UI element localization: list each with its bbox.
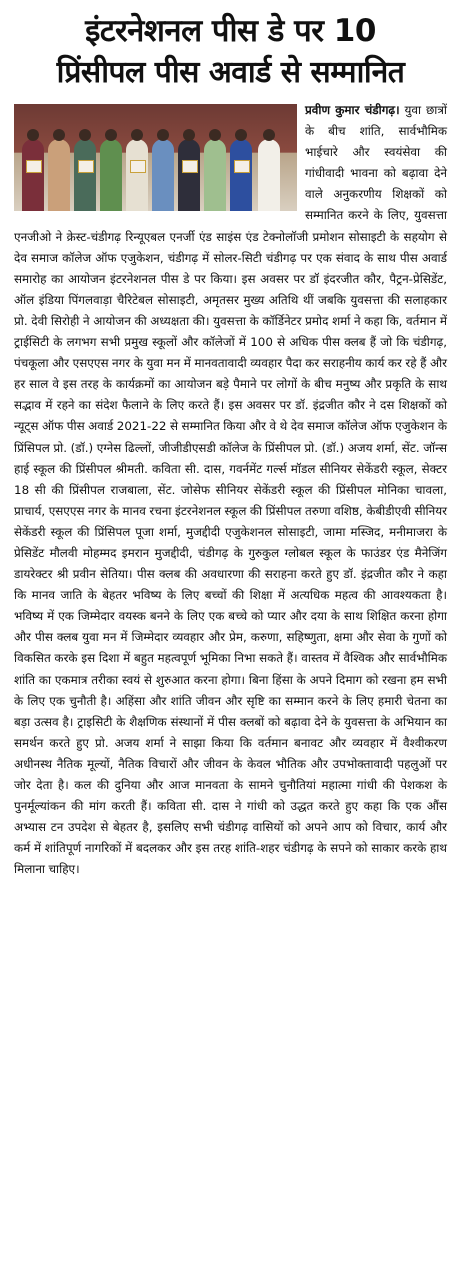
article-body	[14, 100, 447, 880]
byline: प्रवीण कुमार चंडीगढ़।	[305, 103, 400, 117]
headline	[14, 10, 447, 94]
event-photo	[14, 104, 297, 211]
headline-line-2: प्रिंसीपल पीस अवार्ड से सम्मानित	[56, 55, 405, 90]
article-text: युवा छात्रों के बीच शांति, सार्वभौमिक भाईचारे और स्वयंसेवा की गांधीवादी भावना को बढ़ावा देने वाले अनुकरणीय शिक्षकों को सम्मानित करने के लिए, युवसत्ता एनजीओ ने क्रेस्ट-चंडीगढ़ रिन्यूएबल एनर्जी एंड साइंस एंड टेक्नोलॉजी प्रमोशन सोसाइटी के सहयोग से देव समाज कॉलेज ऑफ एजुकेशन, चंडीगढ़ में सोलर-सिटी चंडीगढ़ पर एक संवाद के साथ पीस अवार्ड समारोह का आयोजन इंटरनेशनल पीस डे पर किया। इस अवसर पर डॉ इंदरजीत कौर, पैट्रन-प्रेसिडेंट, ऑल इंडिया पिंगलवाड़ा चैरिटेबल सोसाइटी, अमृतसर मुख्य अतिथि थीं जबकि युवसत्ता की सलाहकार प्रो. देवी सिरोही ने आयोजन की अध्यक्षता की। युवसत्ता के कॉर्डिनेटर प्रमोद शर्मा ने कहा कि, वर्तमान में ट्राईसिटी के लगभग सभी प्रमुख स्कूलों और कॉलेजों में 100 से अधिक पीस क्लब हैं जो कि चंडीगढ़, पंचकूला और एसएएस नगर के युवा मन में मानवतावादी व्यवहार पैदा कर सराहनीय कार्य कर रहे हैं और हर साल वे इस तरह के कार्यक्रमों का आयोजन बड़े पैमाने पर लोगों के बीच मनुष्य और प्रकृति के साथ सद्भाव में रहने का संदेश फैलाने के लिए करते हैं। इस अवसर पर डॉ. इंद्रजीत कौर ने दस शिक्षकों को न्यूट्स ऑफ पीस अवार्ड 2021-22 से सम्मानित किया और वे थे देव समाज कॉलेज ऑफ एजुकेशन के प्रिंसिपल प्रो. (डॉ.) एग्नेस ढिल्लों, जीजीडीएसडी कॉलेज के प्रिंसीपल प्रो. (डॉ.) अजय शर्मा, सेंट. जॉन्स हाई स्कूल की प्रिंसीपल श्रीमती. कविता सी. दास, गवर्नमेंट गर्ल्स मॉडल सीनियर सेकेंडरी स्कूल, सेक्टर 18 सी की प्रिंसीपल राजबाला, सेंट. जोसेफ सीनियर सेकेंडरी स्कूल की प्रिंसीपल मोनिका चावला, प्राचार्य, एसएएस नगर के मानव रचना इंटरनेशनल स्कूल की प्रिंसीपल तरुणा वशिष्ठ, केबीडीएवी सीनियर सेकेंडरी स्कूल की प्रिंसिपल पूजा शर्मा, मुजद्दीदी एजुकेशनल सोसाइटी, जामा मस्जिद, मनीमाजरा के प्रेसिडेंट मौलवी मोहम्मद इमरान मुजद्दीदी, चंडीगढ़ के गुरुकुल ग्लोबल स्कूल के फाउंडर एंड मैनेजिंग डायरेक्टर श्री प्रवीन सेतिया। पीस क्लब की अवधारणा की सराहना करते हुए डॉ. इंद्रजीत कौर ने कहा कि मानव जाति के बेहतर भविष्य के लिए बच्चों की शिक्षा में अत्यधिक महत्व की आवश्यकता है। भविष्य में एक जिम्मेदार वयस्क बनने के लिए एक बच्चे को प्यार और दया के साथ शिक्षित करना होगा और पीस क्लब युवा मन में जिम्मेदार व्यवहार और प्रेम, करुणा, सहिष्णुता, क्षमा और सेवा के गुणों को विकसित करके इस दिशा में बहुत महत्वपूर्ण भूमिका निभा सकते हैं। वास्तव में वैश्विक और सार्वभौमिक शांति का एकमात्र तरीका स्वयं से शुरुआत करना होगा। बिना हिंसा के अपने दिमाग को रखना हम सभी के लिए एक चुनौती है। अहिंसा और शांति जीवन और सृष्टि का सम्मान करने के लिए हमारी चेतना का बड़ा उत्सव है। ट्राइसिटी के शैक्षणिक संस्थानों में पीस क्लबों को बढ़ावा देने के युवसत्ता के अभियान का समर्थन करते हुए प्रो. अजय शर्मा ने साझा किया कि वर्तमान बनावट और व्यवहार में वैश्वीकरण अधीनस्थ नैतिक मूल्यों, नैतिक विचारों और जीवन के केवल भौतिक और उपभोक्तावादी पहलुओं पर जोर देता है। कल की दुनिया और आज मानवता के सामने चुनौतियां महात्मा गांधी की पेशकश के पुनर्मूल्यांकन की मांग करती हैं। कविता सी. दास ने गांधी को उद्धत करते हुए कहा कि एक औंस अभ्यास टन उपदेश से बेहतर है, इसलिए सभी चंडीगढ़ वासियों को अपने आप को विचार, कार्य और कर्म में शांतिपूर्ण नागरिकों में बदलकर और इस तरह शांति-शहर चंडीगढ़ के सपने को साकार करके हाथ मिलाना चाहिए।	[14, 103, 448, 877]
headline-line-1: इंटरनेशनल पीस डे पर 10	[85, 13, 376, 49]
